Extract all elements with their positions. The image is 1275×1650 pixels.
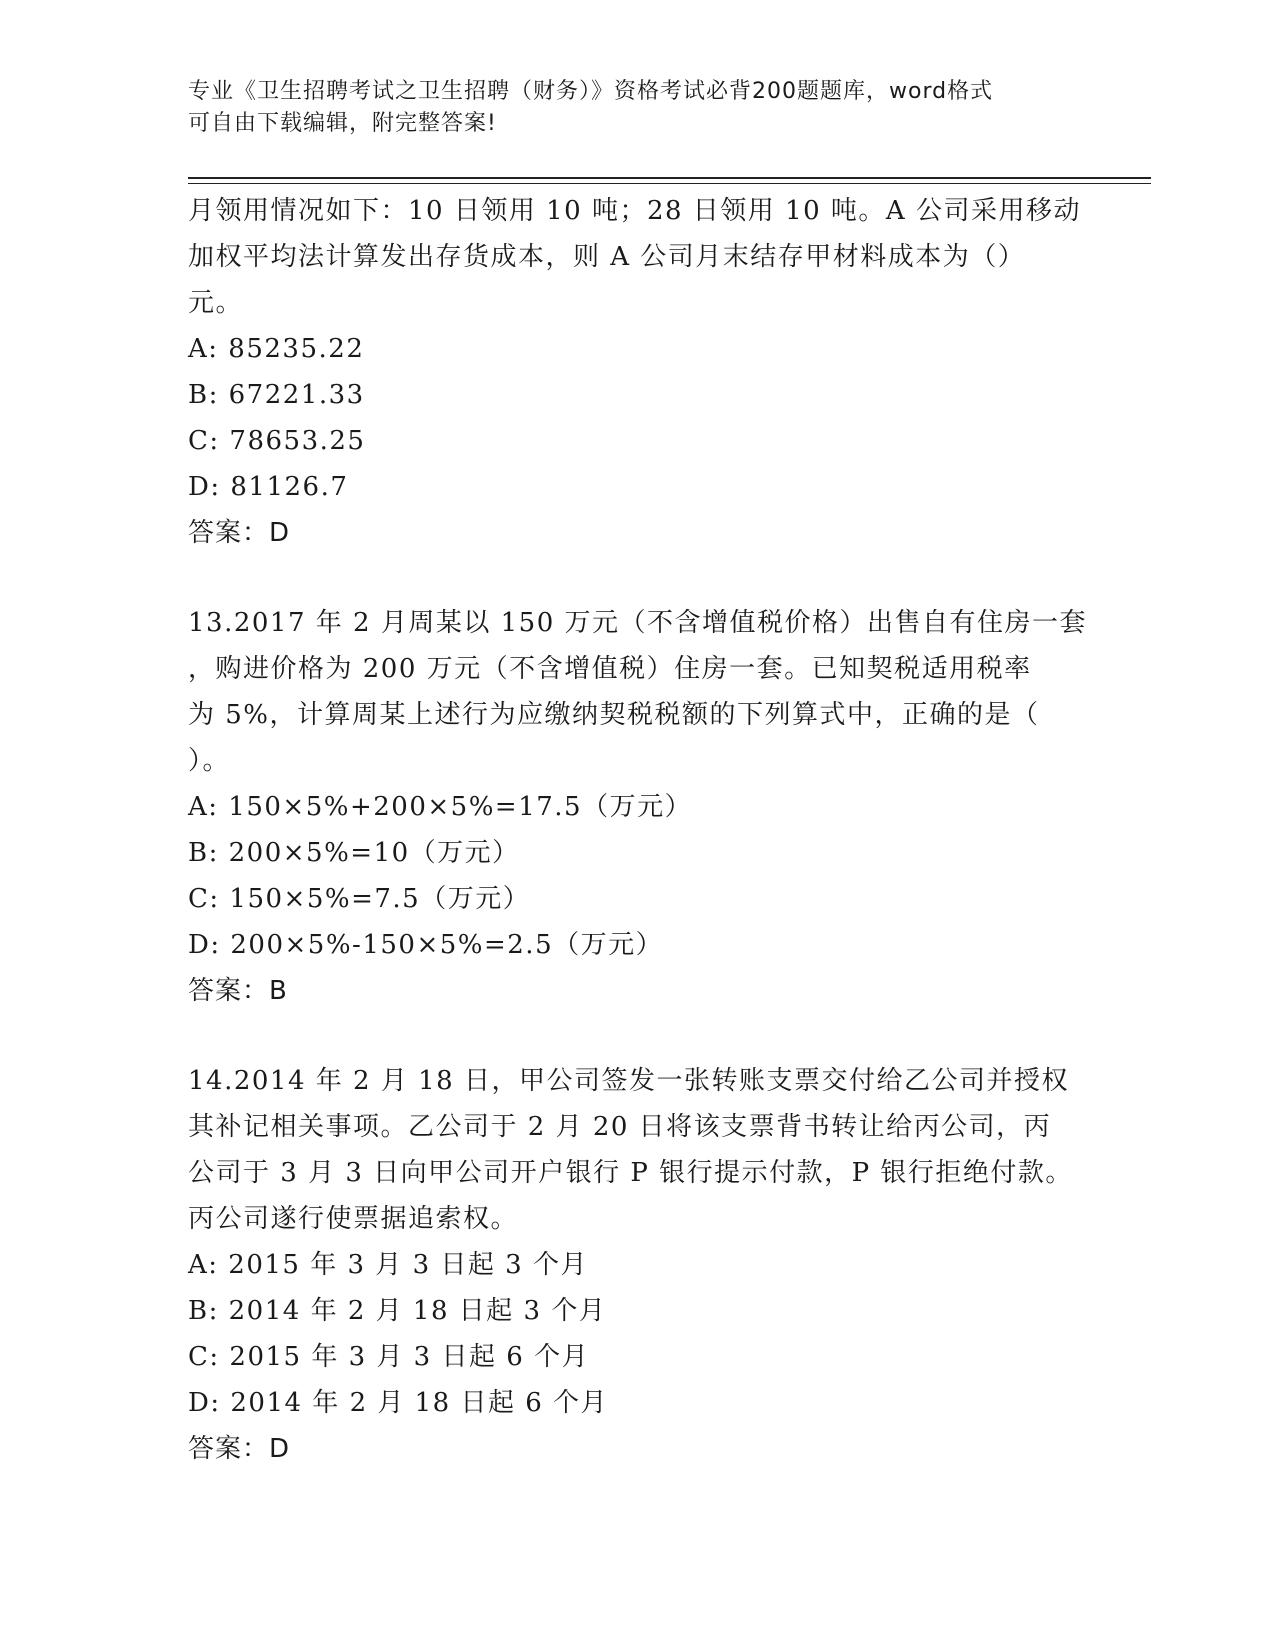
question-text-line: 丙公司遂行使票据追索权。 [188,1204,519,1234]
header-line-2: 可自由下载编辑，附完整答案! [188,111,497,136]
header-divider-thin [188,183,1151,184]
document-header [188,76,1088,140]
question-text-line: ）。 [188,746,231,776]
question-13 [188,600,1088,1014]
question-text-line: 加权平均法计算发出存货成本，则 A 公司月末结存甲材料成本为（） [188,242,1026,272]
question-text-line: 其补记相关事项。乙公司于 2 月 20 日将该支票背书转让给丙公司，丙 [188,1112,1052,1142]
option-b: B: 200×5%=10（万元） [188,838,520,868]
question-text-line: ，购进价格为 200 万元（不含增值税）住房一套。已知契税适用税率 [188,654,1032,684]
question-spacer [188,1014,1088,1058]
header-line-1: 专业《卫生招聘考试之卫生招聘（财务）》资格考试必背200题题库，word格式 [188,79,994,104]
question-text-line: 元。 [188,288,244,318]
question-text-line: 14.2014 年 2 月 18 日，甲公司签发一张转账支票交付给乙公司并授权 [188,1066,1069,1096]
answer-label: 答案：D [188,518,291,548]
option-b: B: 67221.33 [188,380,365,410]
question-spacer [188,556,1088,600]
option-a: A: 85235.22 [188,334,365,364]
option-c: C: 2015 年 3 月 3 日起 6 个月 [188,1342,590,1372]
question-text-line: 为 5%，计算周某上述行为应缴纳契税税额的下列算式中，正确的是（ [188,700,1040,730]
option-a: A: 2015 年 3 月 3 日起 3 个月 [188,1250,588,1280]
question-text-line: 月领用情况如下：10 日领用 10 吨；28 日领用 10 吨。A 公司采用移动 [188,196,1081,226]
question-content [188,188,1088,1472]
option-d: D: 2014 年 2 月 18 日起 6 个月 [188,1388,609,1418]
option-c: C: 150×5%=7.5（万元） [188,884,531,914]
option-b: B: 2014 年 2 月 18 日起 3 个月 [188,1296,607,1326]
option-a: A: 150×5%+200×5%=17.5（万元） [188,792,693,822]
option-c: C: 78653.25 [188,426,366,456]
question-14 [188,1058,1088,1472]
header-divider-thick [188,177,1151,179]
question-text-line: 13.2017 年 2 月周某以 150 万元（不含增值税价格）出售自有住房一套 [188,608,1088,638]
answer-label: 答案：B [188,976,288,1006]
answer-label: 答案：D [188,1434,291,1464]
option-d: D: 81126.7 [188,472,349,502]
option-d: D: 200×5%-150×5%=2.5（万元） [188,930,664,960]
question-12 [188,188,1088,556]
question-text-line: 公司于 3 月 3 日向甲公司开户银行 P 银行提示付款，P 银行拒绝付款。 [188,1158,1073,1188]
